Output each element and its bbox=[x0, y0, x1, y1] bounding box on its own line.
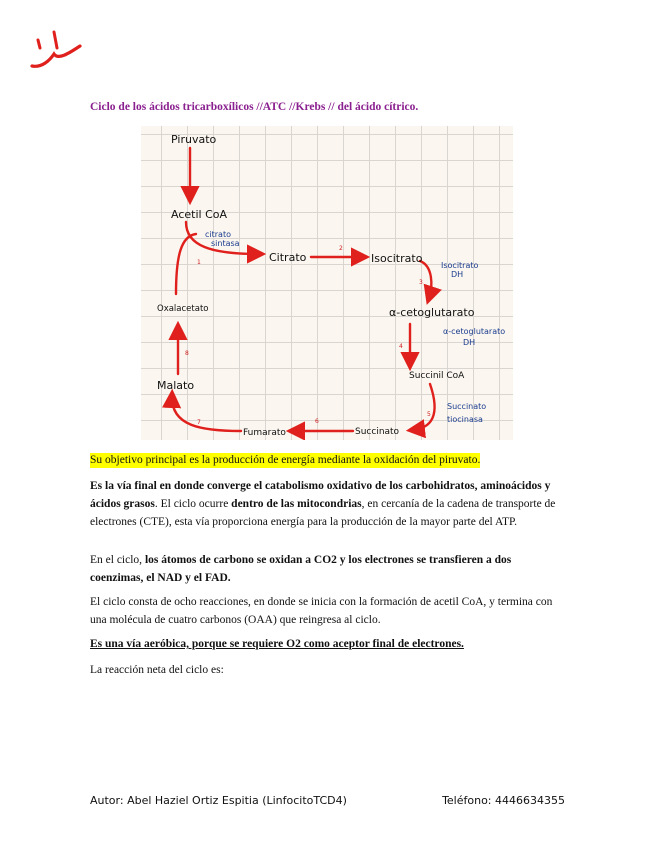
p1-text-2: , en cercanía de la cadena de transporte de electrones (CTE), esta vía proporciona energía para la producción de la mayor parte del ATP. bbox=[90, 498, 556, 528]
footer-phone: Teléfono: 4446634355 bbox=[442, 794, 565, 807]
node-cetoglutarato: α-cetoglutarato bbox=[389, 306, 475, 319]
enzyme-citrato-sintasa-1: citrato bbox=[205, 230, 231, 239]
enzyme-isocitrato-dh-1: Isocitrato bbox=[441, 261, 479, 270]
step-number-3: 3 bbox=[419, 279, 423, 286]
step-number-1: 1 bbox=[197, 259, 201, 266]
p1-text-1: . El ciclo ocurre bbox=[154, 498, 232, 510]
document-title: Ciclo de los ácidos tricarboxílicos //ATC //Krebs // del ácido cítrico. bbox=[90, 101, 419, 113]
enzyme-citrato-sintasa-2: sintasa bbox=[211, 239, 240, 248]
krebs-cycle-diagram bbox=[141, 126, 513, 440]
node-succinato: Succinato bbox=[355, 427, 400, 437]
node-oxalacetato: Oxalacetato bbox=[157, 304, 209, 314]
step-number-2: 2 bbox=[339, 245, 343, 252]
paragraph-reactions: El ciclo consta de ocho reacciones, en donde se inicia con la formación de acetil CoA, y termina con una molécula de cuatro carbonos (OAA) que reingresa al ciclo. bbox=[90, 596, 553, 626]
step-number-7: 7 bbox=[197, 419, 201, 426]
p1-bold-1: Es la vía final en donde converge el catabolismo oxidativo de los carbohidratos, aminoácidos y ácidos grasos bbox=[90, 480, 551, 510]
enzyme-cetoglutarato-dh-1: α-cetoglutarato bbox=[443, 327, 506, 336]
paragraph-catabolism bbox=[90, 477, 565, 531]
paragraph-net-reaction: La reacción neta del ciclo es: bbox=[90, 664, 224, 676]
step-number-4: 4 bbox=[399, 343, 403, 350]
arrow-oxalacetato-merge bbox=[176, 234, 196, 294]
node-acetil-coa: Acetil CoA bbox=[171, 208, 228, 221]
arrow-succinil-succinato bbox=[413, 384, 435, 430]
logo-icon bbox=[28, 26, 86, 74]
p1-bold-2: dentro de las mitocondrias bbox=[231, 498, 362, 510]
node-isocitrato: Isocitrato bbox=[371, 252, 423, 265]
node-malato: Malato bbox=[157, 379, 195, 392]
paragraph-aerobic: Es una vía aeróbica, porque se requiere O2 como aceptor final de electrones. bbox=[90, 638, 464, 650]
node-succinil-coa: Succinil CoA bbox=[409, 371, 465, 381]
step-number-5: 5 bbox=[427, 411, 431, 418]
step-number-8: 8 bbox=[185, 350, 189, 357]
enzyme-succinato-tiocinasa-2: tiocinasa bbox=[447, 415, 483, 424]
enzyme-succinato-tiocinasa-1: Succinato bbox=[447, 402, 487, 411]
p2-text-1: En el ciclo, bbox=[90, 554, 145, 566]
node-fumarato: Fumarato bbox=[243, 428, 286, 438]
p2-bold-1: los átomos de carbono se oxidan a CO2 y los electrones se transfieren a dos coenzimas, el NAD y el FAD. bbox=[90, 554, 512, 584]
arrow-fumarato-malato bbox=[172, 396, 241, 431]
step-number-6: 6 bbox=[315, 418, 319, 425]
objective-highlight: Su objetivo principal es la producción de energía mediante la oxidación del piruvato. bbox=[90, 454, 481, 466]
enzyme-isocitrato-dh-2: DH bbox=[451, 270, 464, 279]
footer-author: Autor: Abel Haziel Ortiz Espitia (LinfocitoTCD4) bbox=[90, 794, 347, 807]
enzyme-cetoglutarato-dh-2: DH bbox=[463, 338, 476, 347]
node-citrato: Citrato bbox=[269, 251, 307, 264]
paragraph-oxidation bbox=[90, 551, 565, 587]
node-piruvato: Piruvato bbox=[171, 133, 217, 146]
krebs-cycle-svg bbox=[141, 126, 513, 440]
